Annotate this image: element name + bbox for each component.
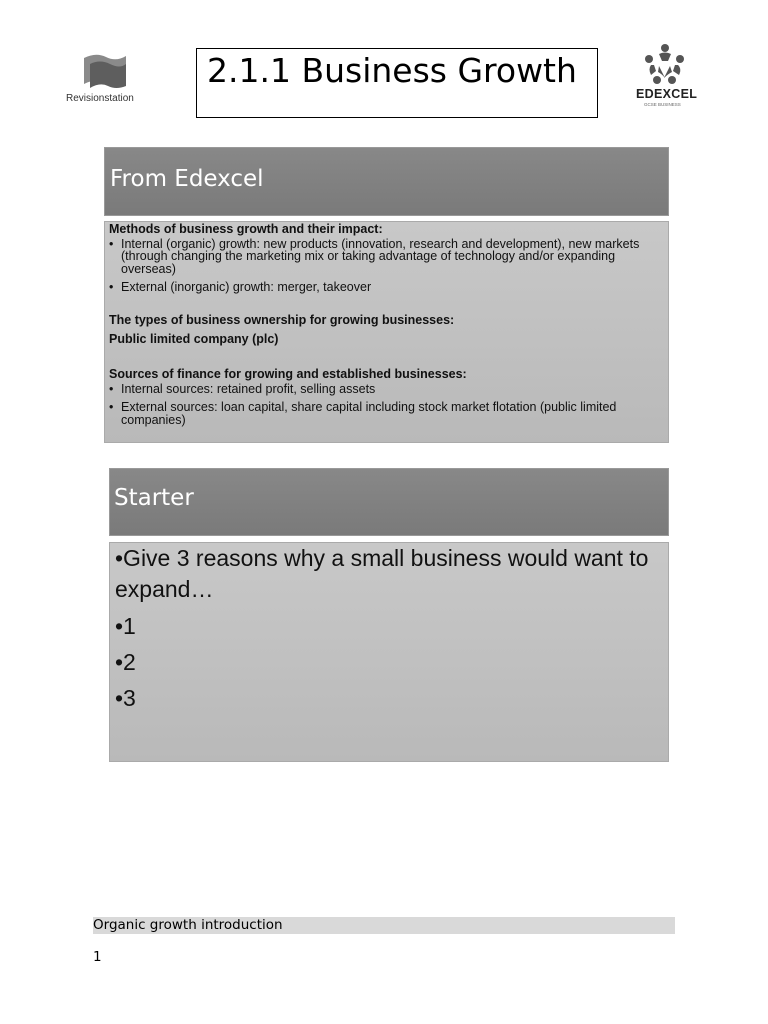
starter-question: •Give 3 reasons why a small business would want to expand…: [115, 545, 649, 602]
people-circle-icon: [642, 42, 688, 86]
logo-brand: EDEXCEL: [636, 87, 698, 101]
starter-slide-body: [109, 542, 669, 762]
logo-subtitle: GCSE BUSINESS: [644, 102, 681, 107]
answer-bullet-2: •2: [115, 649, 136, 675]
flag-logo-icon: [82, 52, 128, 92]
footer-label: Organic growth introduction: [93, 917, 283, 933]
page-number: 1: [93, 949, 102, 965]
answer-bullet-1: •1: [115, 613, 136, 639]
edexcel-logo: [630, 40, 702, 110]
edexcel-heading-text: From Edexcel: [110, 166, 264, 192]
starter-heading-text: Starter: [114, 485, 194, 511]
list-item: • Internal sources: retained profit, selling assets: [121, 383, 657, 396]
title-box: [196, 48, 598, 118]
page-title: 2.1.1 Business Growth: [207, 51, 577, 90]
starter-slide-heading: [109, 468, 669, 536]
revisionstation-logo: [64, 50, 148, 110]
section-finance: [109, 368, 657, 432]
footer-bar: [93, 917, 675, 934]
logo-caption: Revisionstation: [66, 93, 134, 104]
edexcel-slide-body: [104, 221, 669, 443]
list-item: • Internal (organic) growth: new products (innovation, research and development), new markets (through changing the marketing mix or taking advantage of technology and/or expanding overseas): [121, 238, 657, 276]
answer-bullet-3: •3: [115, 685, 136, 711]
edexcel-slide-heading: [104, 147, 669, 216]
section-title: The types of business ownership for growing businesses:: [109, 313, 455, 327]
bullet-list: [109, 383, 657, 427]
section-title: Sources of finance for growing and established businesses:: [109, 367, 467, 381]
section-ownership: [109, 314, 657, 345]
section-growth-methods: [109, 223, 657, 300]
section-title: Methods of business growth and their impact:: [109, 222, 383, 236]
section-subtitle: Public limited company (plc): [109, 331, 279, 346]
list-item: • External (inorganic) growth: merger, takeover: [121, 281, 657, 294]
bullet-list: [109, 238, 657, 294]
list-item: • External sources: loan capital, share capital including stock market flotation (public limited companies): [121, 401, 657, 426]
